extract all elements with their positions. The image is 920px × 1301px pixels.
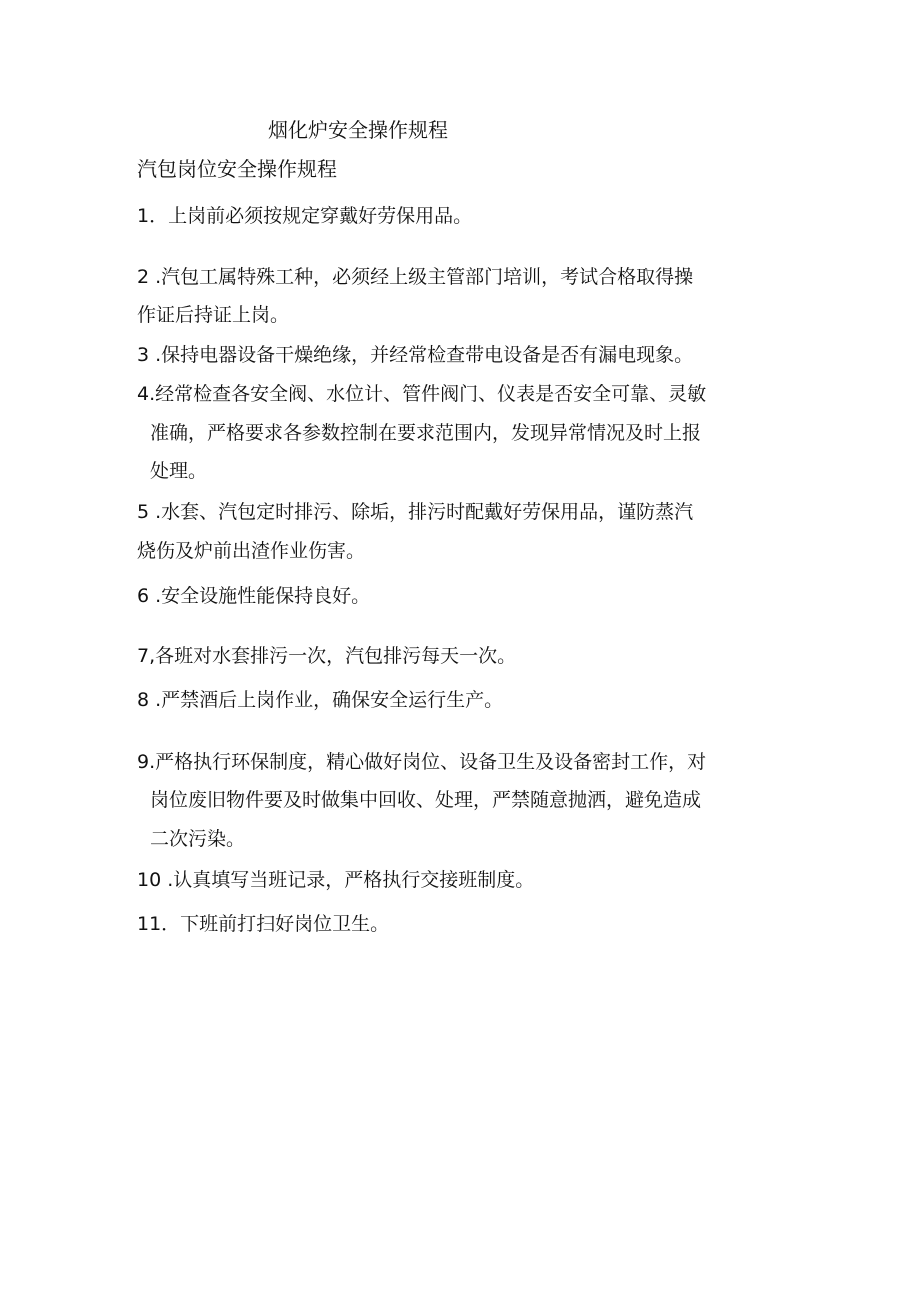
rule-item-9-line-3: 二次污染。: [150, 828, 246, 850]
rule-item-5-line-1: 5 .水套、汽包定时排污、除垢，排污时配戴好劳保用品，谨防蒸汽: [137, 501, 694, 523]
rule-item-1-line-1: 1．上岗前必须按规定穿戴好劳保用品。: [137, 205, 473, 227]
section-title: 汽包岗位安全操作规程: [137, 157, 337, 181]
rule-item-9-line-2: 岗位废旧物件要及时做集中回收、处理，严禁随意抛洒，避免造成: [150, 789, 702, 811]
document-title: 烟化炉安全操作规程: [268, 118, 448, 142]
rule-item-5-line-2: 烧伤及炉前出渣作业伤害。: [137, 540, 366, 562]
rule-item-10-line-1: 10 .认真填写当班记录，严格执行交接班制度。: [137, 869, 535, 891]
rule-item-2-line-1: 2 .汽包工属特殊工种，必须经上级主管部门培训，考试合格取得操: [137, 266, 694, 288]
rule-item-3-line-1: 3 .保持电器设备干燥绝缘，并经常检查带电设备是否有漏电现象。: [137, 344, 694, 366]
rule-item-4-line-1: 4.经常检查各安全阀、水位计、管件阀门、仪表是否安全可靠、灵敏: [137, 383, 707, 405]
rule-item-6-line-1: 6 .安全设施性能保持良好。: [137, 585, 371, 607]
rule-item-2-line-2: 作证后持证上岗。: [137, 304, 290, 326]
rule-item-4-line-3: 处理。: [150, 460, 208, 482]
rule-item-7-line-1: 7,各班对水套排污一次，汽包排污每天一次。: [137, 645, 517, 667]
rule-item-11-line-1: 11．下班前打扫好岗位卫生。: [137, 913, 390, 935]
rule-item-9-line-1: 9.严格执行环保制度，精心做好岗位、设备卫生及设备密封工作，对: [137, 751, 707, 773]
rule-item-4-line-2: 准确，严格要求各参数控制在要求范围内，发现异常情况及时上报: [150, 422, 702, 444]
rule-item-8-line-1: 8 .严禁酒后上岗作业，确保安全运行生产。: [137, 689, 504, 711]
